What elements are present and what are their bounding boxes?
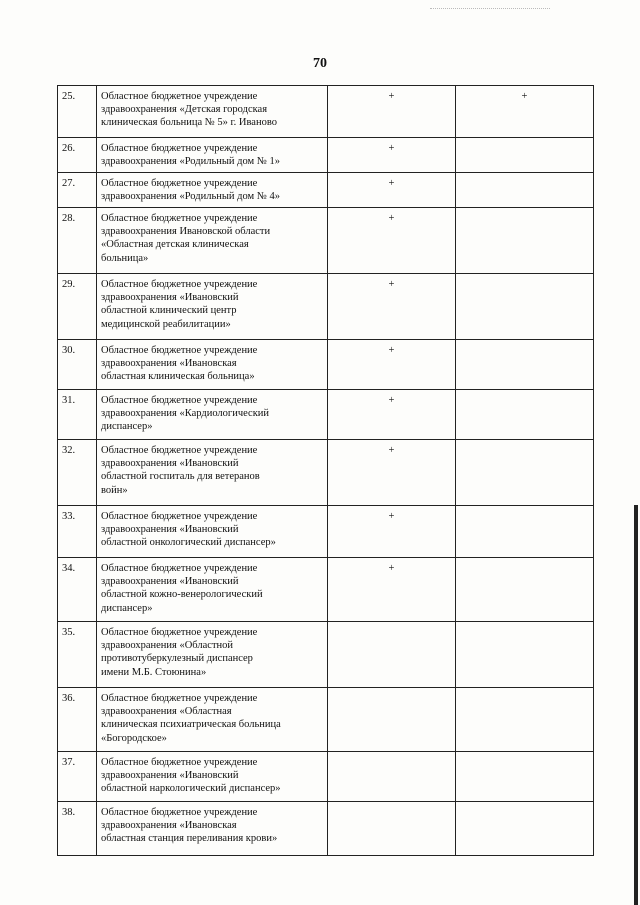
mark-column-1: + xyxy=(328,440,456,506)
institution-name xyxy=(97,274,328,340)
row-number: 25. xyxy=(58,86,97,138)
institution-name-line: Областное бюджетное учреждение xyxy=(101,279,258,290)
row-number: 28. xyxy=(58,208,97,274)
institution-name xyxy=(97,558,328,622)
institution-name xyxy=(97,506,328,558)
institution-name xyxy=(97,86,328,138)
table-row xyxy=(58,340,594,390)
mark-column-1: + xyxy=(328,86,456,138)
institutions-table xyxy=(57,85,594,856)
institution-name-line: здравоохранения Ивановской области xyxy=(101,226,271,238)
mark-column-2 xyxy=(456,208,594,274)
table-row xyxy=(58,138,594,173)
mark-column-1 xyxy=(328,752,456,802)
institution-name-line: здравоохранения «Областная xyxy=(101,706,232,718)
institution-name-line: здравоохранения «Ивановский xyxy=(101,524,239,536)
institution-name-line: здравоохранения «Ивановский xyxy=(101,292,239,304)
mark-column-1: + xyxy=(328,208,456,274)
institution-name-line: здравоохранения «Ивановская xyxy=(101,820,237,832)
institution-name-line: здравоохранения «Ивановский xyxy=(101,458,239,470)
institution-name-line: клиническая больница № 5» г. Иваново xyxy=(101,117,277,129)
institution-name-line: здравоохранения «Областной xyxy=(101,640,234,652)
table-row xyxy=(58,86,594,138)
mark-column-1: + xyxy=(328,390,456,440)
institution-name xyxy=(97,688,328,752)
institution-name-line: здравоохранения «Ивановский xyxy=(101,770,239,782)
mark-column-2 xyxy=(456,506,594,558)
mark-column-2 xyxy=(456,752,594,802)
row-number: 34. xyxy=(58,558,97,622)
mark-column-2 xyxy=(456,340,594,390)
row-number: 36. xyxy=(58,688,97,752)
mark-column-2 xyxy=(456,173,594,208)
institution-name-line: областной онкологический диспансер» xyxy=(101,537,276,549)
row-number: 37. xyxy=(58,752,97,802)
institution-name xyxy=(97,752,328,802)
institution-name xyxy=(97,440,328,506)
institution-name-line: здравоохранения «Детская городская xyxy=(101,104,268,116)
table-row xyxy=(58,802,594,856)
scan-edge-shadow xyxy=(634,505,638,905)
row-number: 32. xyxy=(58,440,97,506)
table-row xyxy=(58,390,594,440)
mark-column-2 xyxy=(456,558,594,622)
institution-name-line: Областное бюджетное учреждение xyxy=(101,178,258,189)
table-row xyxy=(58,173,594,208)
table-row xyxy=(58,688,594,752)
institution-name-line: здравоохранения «Родильный дом № 1» xyxy=(101,156,280,168)
institution-name-line: Областное бюджетное учреждение xyxy=(101,807,258,818)
table-row xyxy=(58,558,594,622)
mark-column-2 xyxy=(456,802,594,856)
table-row xyxy=(58,208,594,274)
institution-name-line: имени М.Б. Стоюнина» xyxy=(101,666,207,678)
institution-name-line: Областное бюджетное учреждение xyxy=(101,627,258,638)
table-row xyxy=(58,506,594,558)
row-number: 29. xyxy=(58,274,97,340)
row-number: 30. xyxy=(58,340,97,390)
mark-column-2 xyxy=(456,688,594,752)
institution-name-line: Областное бюджетное учреждение xyxy=(101,213,258,224)
institution-name-line: Областное бюджетное учреждение xyxy=(101,91,258,102)
institution-name-line: диспансер» xyxy=(101,421,153,433)
table-row xyxy=(58,752,594,802)
institution-name xyxy=(97,138,328,173)
mark-column-2 xyxy=(456,622,594,688)
mark-column-1: + xyxy=(328,173,456,208)
institution-name-line: Областное бюджетное учреждение xyxy=(101,693,258,704)
institution-name xyxy=(97,340,328,390)
institution-name-line: Областное бюджетное учреждение xyxy=(101,511,258,522)
mark-column-2 xyxy=(456,390,594,440)
institution-name-line: областной госпиталь для ветеранов xyxy=(101,471,260,483)
table-row xyxy=(58,622,594,688)
institution-name-line: противотуберкулезный диспансер xyxy=(101,653,253,665)
mark-column-2 xyxy=(456,274,594,340)
institution-name-line: клиническая психиатрическая больница xyxy=(101,719,281,731)
institution-name xyxy=(97,208,328,274)
institution-name-line: «Богородское» xyxy=(101,732,167,744)
mark-column-1 xyxy=(328,622,456,688)
institution-name-line: Областное бюджетное учреждение xyxy=(101,445,258,456)
institution-name xyxy=(97,390,328,440)
row-number: 38. xyxy=(58,802,97,856)
row-number: 26. xyxy=(58,138,97,173)
row-number: 33. xyxy=(58,506,97,558)
page-number: 70 xyxy=(313,56,327,71)
mark-column-1: + xyxy=(328,274,456,340)
table-body xyxy=(58,86,594,856)
institution-name-line: здравоохранения «Кардиологический xyxy=(101,408,270,420)
institution-name xyxy=(97,173,328,208)
institution-name-line: здравоохранения «Родильный дом № 4» xyxy=(101,191,280,203)
institution-name-line: областной клинический центр xyxy=(101,305,237,317)
table-row xyxy=(58,274,594,340)
mark-column-2: + xyxy=(456,86,594,138)
mark-column-1: + xyxy=(328,138,456,173)
institution-name-line: медицинской реабилитации» xyxy=(101,318,231,330)
mark-column-1 xyxy=(328,802,456,856)
table-row xyxy=(58,440,594,506)
mark-column-2 xyxy=(456,138,594,173)
institution-name-line: больница» xyxy=(101,252,149,264)
mark-column-1: + xyxy=(328,340,456,390)
scan-artifact xyxy=(430,8,550,13)
institution-name xyxy=(97,802,328,856)
row-number: 27. xyxy=(58,173,97,208)
institution-name xyxy=(97,622,328,688)
mark-column-1 xyxy=(328,688,456,752)
row-number: 35. xyxy=(58,622,97,688)
institution-name-line: областной наркологический диспансер» xyxy=(101,783,281,795)
row-number: 31. xyxy=(58,390,97,440)
mark-column-1: + xyxy=(328,506,456,558)
mark-column-2 xyxy=(456,440,594,506)
institution-name-line: Областное бюджетное учреждение xyxy=(101,143,258,154)
institution-name-line: Областное бюджетное учреждение xyxy=(101,345,258,356)
institution-name-line: областная клиническая больница» xyxy=(101,371,255,383)
institution-name-line: диспансер» xyxy=(101,602,153,614)
institution-name-line: здравоохранения «Ивановская xyxy=(101,358,237,370)
institution-name-line: Областное бюджетное учреждение xyxy=(101,395,258,406)
institution-name-line: областной кожно-венерологический xyxy=(101,589,263,601)
mark-column-1: + xyxy=(328,558,456,622)
institution-name-line: здравоохранения «Ивановский xyxy=(101,576,239,588)
institution-name-line: войн» xyxy=(101,484,128,496)
institution-name-line: Областное бюджетное учреждение xyxy=(101,563,258,574)
institution-name-line: Областное бюджетное учреждение xyxy=(101,757,258,768)
institution-name-line: «Областная детская клиническая xyxy=(101,239,249,251)
institution-name-line: областная станция переливания крови» xyxy=(101,833,278,845)
